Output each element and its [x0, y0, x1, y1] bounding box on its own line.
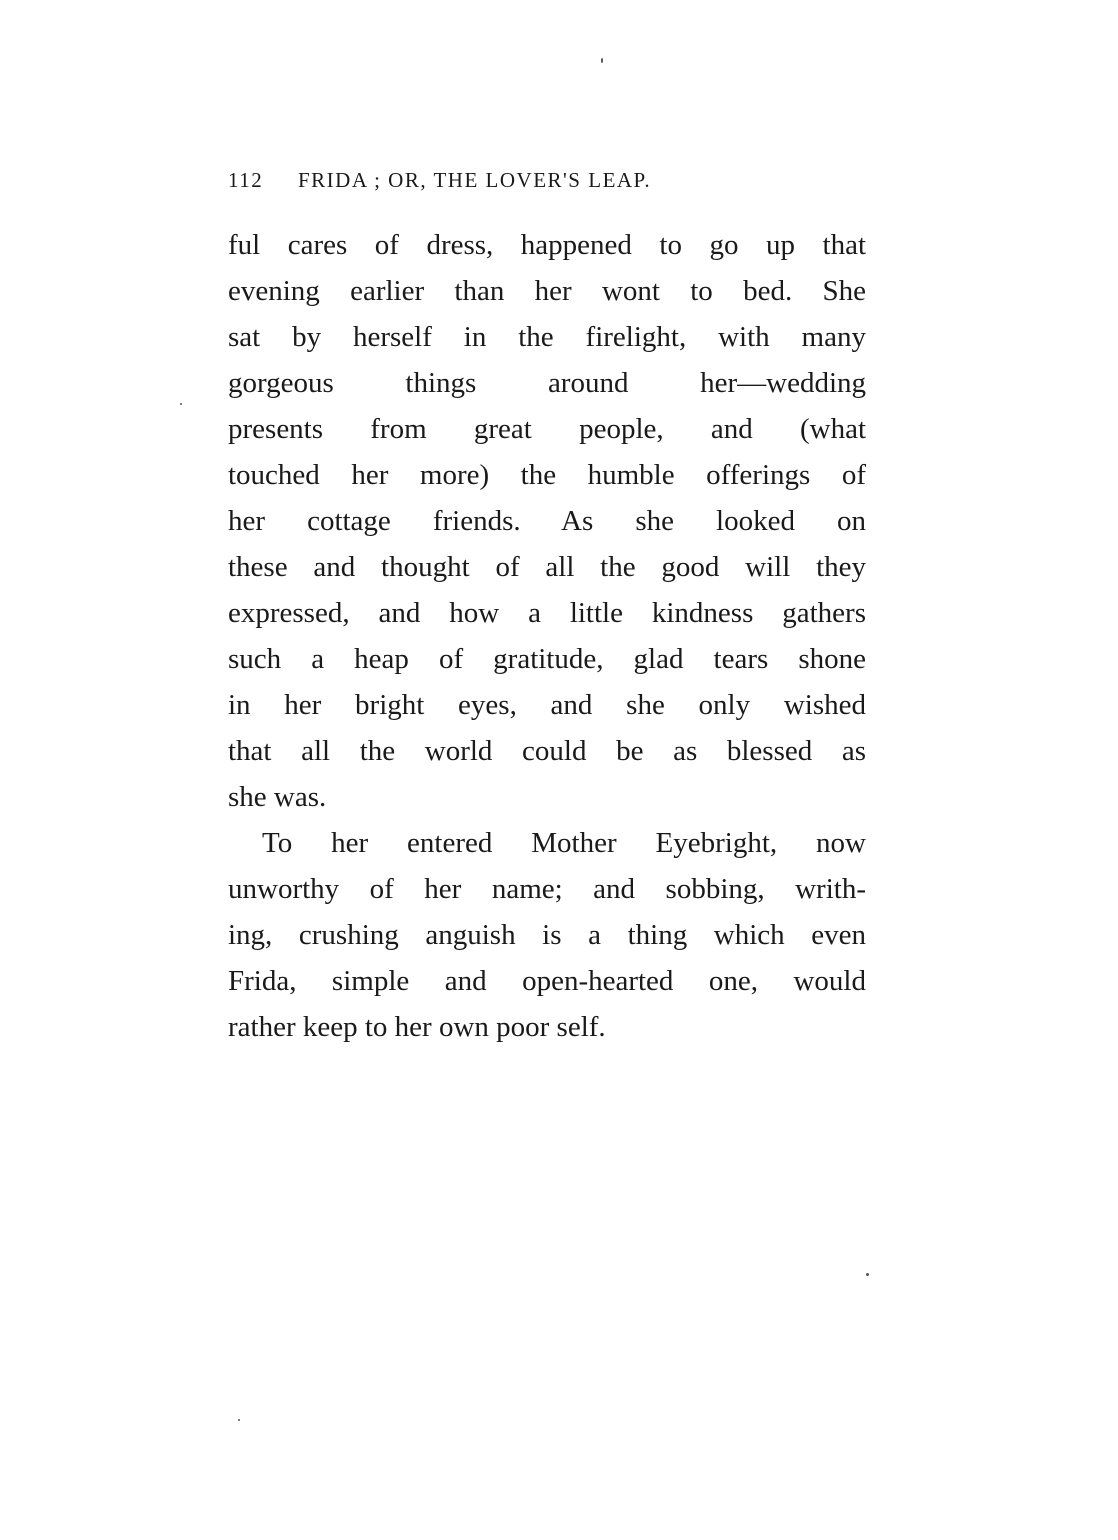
scan-speck — [238, 1419, 240, 1421]
text-line: evening earlier than her wont to bed. She — [228, 275, 866, 307]
scan-speck — [866, 1273, 869, 1276]
text-line: ing, crushing anguish is a thing which even — [228, 919, 866, 951]
text-line: that all the world could be as blessed as — [228, 735, 866, 767]
text-line: she was. — [228, 781, 327, 813]
text-line: touched her more) the humble offerings of — [228, 459, 866, 491]
paragraph-1 — [228, 222, 866, 820]
text-line: in her bright eyes, and she only wished — [228, 689, 866, 721]
text-line: these and thought of all the good will they — [228, 551, 866, 583]
page-number: 112 — [228, 168, 264, 192]
text-line: sat by herself in the firelight, with many — [228, 321, 866, 353]
paragraph-2 — [228, 820, 866, 1050]
text-line: her cottage friends. As she looked on — [228, 505, 866, 537]
scan-speck — [601, 58, 603, 63]
text-line: Frida, simple and open-hearted one, would — [228, 965, 866, 997]
scan-speck — [180, 403, 182, 405]
text-line: ful cares of dress, happened to go up that — [228, 229, 866, 261]
text-line: gorgeous things around her—wedding — [228, 367, 866, 399]
text-line: To her entered Mother Eyebright, now — [262, 827, 866, 859]
text-line: unworthy of her name; and sobbing, writh- — [228, 873, 866, 905]
text-line: such a heap of gratitude, glad tears shone — [228, 643, 866, 675]
header-title: FRIDA ; OR, THE LOVER'S LEAP. — [297, 168, 652, 192]
text-line: presents from great people, and (what — [228, 413, 866, 445]
running-header — [228, 168, 868, 193]
text-line: rather keep to her own poor self. — [228, 1011, 606, 1043]
body-text — [228, 222, 866, 1050]
text-line: expressed, and how a little kindness gathers — [228, 597, 866, 629]
